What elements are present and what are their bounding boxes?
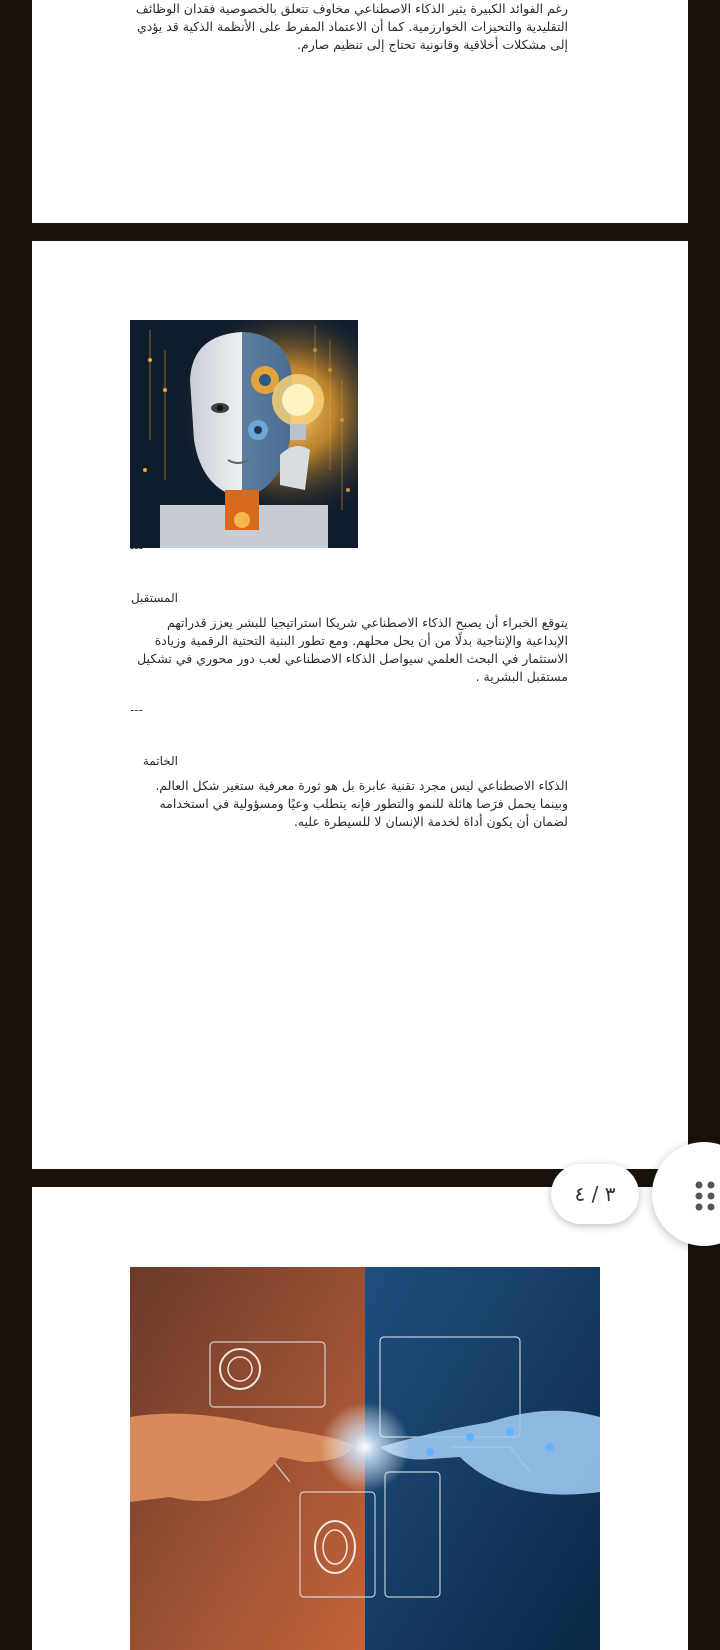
future-paragraph: يتوقع الخبراء أن يصبح الذكاء الاصطناعي شريكا استراتيجيا للبشر يعزز قدراتهم الإبداعية والإنتاجية بدلًا من أن يحل محلهم. ومع تطور البنية التحتية الرقمية وزيادة الاستثمار في البحث العلمي سيواصل الذكاء الاصطناعي لعب دور محوري في تشكيل مستقبل البشرية . [137, 615, 568, 684]
document-page-3 [32, 241, 688, 1169]
divider-1: --- [130, 541, 143, 555]
conclusion-paragraph: الذكاء الاصطناعي ليس مجرد تقنية عابرة بل هو ثورة معرفية ستغير شكل العالم. وبينما يحمل فرَصا هائلة للنمو والتطور فإنه يتطلب وعيًا ومسؤولية في استخدامه لضمان أن يكون أداة لخدمة الإنسان لا للسيطرة عليه. [155, 778, 568, 829]
page-indicator[interactable]: ٣ / ٤ [551, 1164, 639, 1224]
document-page-2 [32, 0, 688, 223]
concerns-paragraph: رغم الفوائد الكبيرة يثير الذكاء الاصطناعي مخاوف تتعلق بالخصوصية فقدان الوظائف التقليدية والتحيزات الخوارزمية. كما أن الاعتماد المفرط على الأنظمة الذكية قد يؤدي إلى مشكلات أخلاقية وقانونية تحتاج إلى تنظيم صارم. [135, 1, 568, 52]
document-page-4 [32, 1187, 688, 1650]
ai-robot-lightbulb-image [130, 320, 358, 548]
human-robot-hands-image [130, 1267, 600, 1650]
divider-2: --- [130, 703, 143, 717]
conclusion-heading: الخاتمة [142, 754, 178, 768]
grid-dots-icon [694, 1180, 718, 1212]
future-heading: المستقبل [130, 591, 178, 605]
